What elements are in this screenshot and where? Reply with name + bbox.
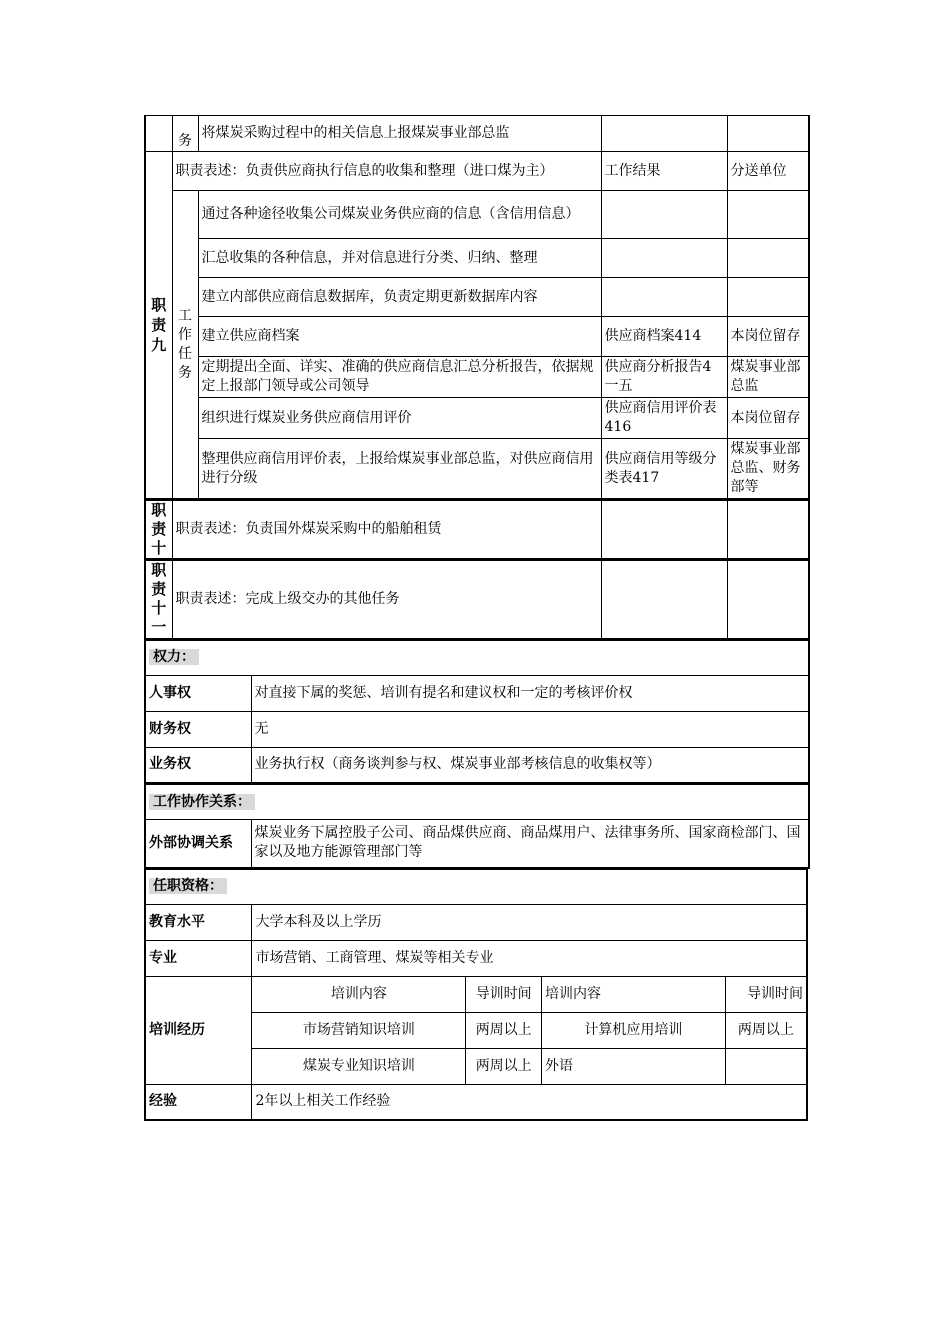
experience-label: 经验 [145, 1084, 252, 1120]
duty-nine-statement: 职责表述：负责供应商执行信息的收集和整理（进口煤为主） [172, 152, 601, 191]
task-dest: 煤炭事业部总监 [727, 357, 809, 398]
authority-label: 人事权 [145, 675, 251, 711]
training-header-row [145, 976, 807, 1012]
training-header-time: 导训时间 [466, 976, 542, 1012]
duty-eleven-statement: 职责表述：完成上级交办的其他任务 [172, 561, 601, 639]
authority-label: 业务权 [145, 747, 251, 783]
cooperation-header-row [145, 785, 809, 820]
authority-row [145, 747, 809, 783]
duty-nine-task-row [145, 278, 809, 317]
qualification-table [144, 869, 808, 1122]
training-header-content: 培训内容 [252, 976, 466, 1012]
task-result: 供应商档案414 [601, 317, 727, 357]
training-time [725, 1048, 807, 1084]
task-dest [727, 239, 809, 278]
empty-cell [601, 116, 727, 152]
task-text: 建立内部供应商信息数据库，负责定期更新数据库内容 [198, 278, 601, 317]
authority-row [145, 711, 809, 747]
duty-nine-task-row [145, 239, 809, 278]
major-value: 市场营销、工商管理、煤炭等相关专业 [252, 940, 807, 976]
education-row [145, 904, 807, 940]
empty-cell [727, 561, 809, 639]
work-task-label-text: 工 作 任 务 [178, 307, 192, 381]
duty-ten-table [144, 500, 810, 560]
duty-ten-statement: 职责表述：负责国外煤炭采购中的船舶租赁 [172, 501, 601, 560]
cooperation-table [144, 784, 810, 869]
task-result: 供应商信用等级分类表417 [601, 439, 727, 500]
job-description-page [144, 115, 808, 1121]
task-label-tail: 务 [172, 116, 198, 152]
duty-eleven-label-text: 职 责 十 一 [151, 561, 167, 637]
external-relations-value: 煤炭业务下属控股子公司、商品煤供应商、商品煤用户、法律事务所、国家商检部门、国家以及地方能源管理部门等 [251, 820, 809, 868]
task-result: 供应商分析报告4一五 [601, 357, 727, 398]
training-time: 两周以上 [466, 1012, 542, 1048]
task-text: 定期提出全面、详实、准确的供应商信息汇总分析报告，依据规定上报部门领导或公司领导 [198, 357, 601, 398]
duty-nine-label [145, 152, 172, 500]
task-dest [727, 191, 809, 239]
cooperation-title-text: 工作协作关系： [149, 794, 255, 810]
qualification-title-text: 任职资格： [149, 878, 227, 894]
duty-eleven-label [145, 561, 172, 639]
previous-task-text: 将煤炭采购过程中的相关信息上报煤炭事业部总监 [198, 116, 601, 152]
duty-ten-label-text: 职 责 十 [151, 501, 167, 557]
authority-table [144, 640, 810, 785]
external-relations-row [145, 820, 809, 868]
authority-label: 财务权 [145, 711, 251, 747]
task-result: 供应商信用评价表416 [601, 398, 727, 439]
task-result [601, 191, 727, 239]
duty-ten-row [145, 501, 809, 560]
duty-eleven-row [145, 561, 809, 639]
training-time: 两周以上 [466, 1048, 542, 1084]
experience-value: 2年以上相关工作经验 [252, 1084, 807, 1120]
authority-value: 业务执行权（商务谈判参与权、煤炭事业部考核信息的收集权等） [251, 747, 809, 783]
training-label: 培训经历 [145, 976, 252, 1084]
empty-cell [601, 501, 727, 560]
duty-ten-label [145, 501, 172, 560]
duty-eleven-table [144, 560, 810, 640]
training-content: 计算机应用培训 [542, 1012, 726, 1048]
training-content: 外语 [542, 1048, 726, 1084]
education-label: 教育水平 [145, 904, 252, 940]
education-value: 大学本科及以上学历 [252, 904, 807, 940]
empty-cell [727, 116, 809, 152]
task-text: 建立供应商档案 [198, 317, 601, 357]
duty-nine-table [144, 115, 810, 500]
external-relations-label: 外部协调关系 [145, 820, 251, 868]
task-dest: 煤炭事业部总监、财务部等 [727, 439, 809, 500]
task-result [601, 278, 727, 317]
training-header-time: 导训时间 [725, 976, 807, 1012]
qualification-title [145, 869, 807, 904]
task-dest [727, 278, 809, 317]
task-text: 通过各种途径收集公司煤炭业务供应商的信息（含信用信息） [198, 191, 601, 239]
cooperation-title [145, 785, 809, 820]
duty-nine-task-row [145, 357, 809, 398]
major-label: 专业 [145, 940, 252, 976]
authority-row [145, 675, 809, 711]
empty-cell [145, 116, 172, 152]
major-row [145, 940, 807, 976]
authority-title-text: 权力： [149, 649, 199, 665]
task-dest: 本岗位留存 [727, 317, 809, 357]
authority-title [145, 640, 809, 675]
empty-cell [727, 501, 809, 560]
training-time: 两周以上 [725, 1012, 807, 1048]
task-result [601, 239, 727, 278]
experience-row [145, 1084, 807, 1120]
qualification-header-row [145, 869, 807, 904]
duty-nine-task-row [145, 317, 809, 357]
training-header-content: 培训内容 [542, 976, 726, 1012]
result-header: 工作结果 [601, 152, 727, 191]
previous-task-row [145, 116, 809, 152]
authority-value: 对直接下属的奖惩、培训有提名和建议权和一定的考核评价权 [251, 675, 809, 711]
dest-header: 分送单位 [727, 152, 809, 191]
task-text: 整理供应商信用评价表，上报给煤炭事业部总监，对供应商信用进行分级 [198, 439, 601, 500]
task-dest: 本岗位留存 [727, 398, 809, 439]
training-content: 市场营销知识培训 [252, 1012, 466, 1048]
duty-nine-statement-row [145, 152, 809, 191]
authority-header-row [145, 640, 809, 675]
training-content: 煤炭专业知识培训 [252, 1048, 466, 1084]
duty-nine-task-row [145, 191, 809, 239]
duty-nine-label-text: 职 责 九 [151, 296, 167, 354]
empty-cell [601, 561, 727, 639]
duty-nine-task-row [145, 439, 809, 500]
task-text: 汇总收集的各种信息，并对信息进行分类、归纳、整理 [198, 239, 601, 278]
task-text: 组织进行煤炭业务供应商信用评价 [198, 398, 601, 439]
authority-value: 无 [251, 711, 809, 747]
duty-nine-task-row [145, 398, 809, 439]
work-task-label [172, 191, 198, 500]
